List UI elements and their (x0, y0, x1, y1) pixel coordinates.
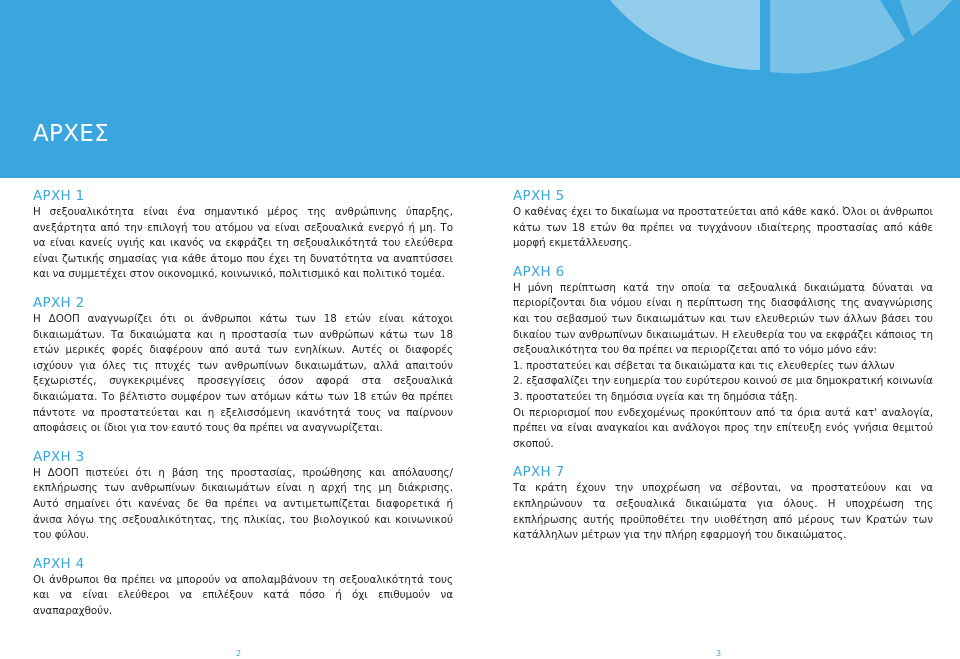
right-column (513, 187, 933, 544)
principle-heading: ΑΡΧΗ 3 (33, 448, 85, 465)
page-title: ΑΡΧΕΣ (33, 121, 109, 147)
page-number-right: 3 (716, 649, 722, 658)
principle-3 (33, 448, 453, 544)
principle-text: Οι περιορισμοί που ενδεχομένως προκύπτουν από τα όρια αυτά κατ' αναλογία, πρέπει να είναι αναγκαίοι και ανάλογοι προς την επίτευξη ενός γνήσια θεμιτού σκοπού. (513, 406, 933, 450)
principle-text: Η μόνη περίπτωση κατά την οποία τα σεξουαλικά δικαιώματα δύναται να περιορίζονται δια νόμου είναι η περίπτωση της διασφάλισης της αναγνώρισης και του σεβασμού των δικαιωμάτων και των ελευθεριών των άλλων βάσει του δικαίου των ανθρωπίνων δικαιωμάτων. Η ελευθερία του να εκφράζει κάποιος τη σεξουαλικότητα του θα πρέπει να περιορίζεται από το νόμο μόνο εάν: (513, 281, 933, 357)
page-number-left: 2 (236, 649, 242, 658)
principle-heading: ΑΡΧΗ 7 (513, 464, 565, 481)
principle-heading: ΑΡΧΗ 6 (513, 263, 565, 280)
principle-text: Η ΔΟΟΠ αναγνωρίζει ότι οι άνθρωποι κάτω των 18 ετών είναι κάτοχοι δικαιωμάτων. Τα δικαιώματα και η προστασία των ανθρώπων κάτω των 18 ετών μερικές φορές διαφέρουν από αυτά των ενηλίκων. Αυτές οι διαφορές ισχύουν για όλες τις πτυχές των ανθρωπίνων δικαιωμάτων, αλλά απαιτούν ξεχωριστές, συγκεκριμένες προσεγγίσεις όσον αφορά στα σεξουαλικά δικαιώματα. Το βέλτιστο συμφέρον των ατόμων κάτω των 18 ετών θα πρέπει πάντοτε να προστατεύεται και η εξελισσόμενη ικανότητά τους να παίρνουν αποφάσεις οι ίδιοι για τον εαυτό τους θα πρέπει να αναγνωρίζεται. (33, 312, 453, 435)
principle-4 (33, 555, 453, 620)
principle-5 (513, 187, 933, 252)
header-banner (0, 0, 960, 178)
principle-text: Ο καθένας έχει το δικαίωμα να προστατεύεται από κάθε κακό. Όλοι οι άνθρωποι κάτω των 18 ετών θα πρέπει να τυγχάνουν ιδιαίτερης προστασίας από κάθε μορφή εκμετάλλευσης. (513, 206, 933, 250)
list-item: 1. προστατεύει και σέβεται τα δικαιώματα και τις ελευθερίες των άλλων (513, 359, 895, 372)
principle-text: Η σεξουαλικότητα είναι ένα σημαντικό μέρος της ανθρώπινης ύπαρξης, ανεξάρτητα από την επιλογή του ατόμου να είναι σεξουαλικά ενεργό ή μη. Το να είναι κανείς υγιής και ικανός να εκφράζει τη σεξουαλικότητά του ελεύθερα είναι ζωτικής σημασίας για κάθε άτομο που έχει τη δυνατότητα να αναπτύσσει και να συμμετέχει στον οικονομικό, κοινωνικό, πολιτισμικό και πολιτικό τομέα. (33, 206, 453, 281)
principle-2 (33, 294, 453, 437)
principle-heading: ΑΡΧΗ 5 (513, 188, 565, 204)
principle-text: Η ΔΟΟΠ πιστεύει ότι η βάση της προστασίας, προώθησης και απόλαυσης/εκπλήρωσης των ανθρωπίνων δικαιωμάτων είναι η αρχή της μη διάκρισης. Αυτό σημαίνει ότι κανένας δε θα πρέπει να αντιμετωπίζεται διαφορετικά ή άνισα λόγω της σεξουαλικότητας, της πλικίας, του βιολογικού και κοινωνικού του φύλου. (33, 466, 453, 542)
principle-text: Οι άνθρωποι θα πρέπει να μπορούν να απολαμβάνουν τη σεξουαλικότητά τους και να είναι ελεύθεροι να επιλέξουν κατά πόσο ή όχι επιθυμούν να αναπαραχθούν. (33, 573, 453, 617)
principle-7 (513, 463, 933, 543)
left-column (33, 187, 453, 619)
list-item: 3. προστατεύει τη δημόσια υγεία και τη δημόσια τάξη. (513, 390, 798, 403)
decorative-circle-graphic (0, 0, 960, 178)
principle-heading: ΑΡΧΗ 1 (33, 188, 85, 204)
principle-6 (513, 263, 933, 453)
principle-1 (33, 187, 453, 283)
principle-text: Τα κράτη έχουν την υποχρέωση να σέβονται, να προστατεύουν και να εκπληρώνουν τα σεξουαλικά δικαιώματα για όλους. Η υποχρέωση της εκπλήρωσης αυτής προϋποθέτει την υιοθέτηση από μέρους των Κρατών των κατάλληλων μέτρων για την πλήρη εφαρμογή του δικαιώματος. (513, 482, 933, 542)
list-item: 2. εξασφαλίζει την ευημερία του ευρύτερου κοινού σε μια δημοκρατική κοινωνία (513, 375, 933, 388)
principle-heading: ΑΡΧΗ 2 (33, 294, 85, 311)
principle-heading: ΑΡΧΗ 4 (33, 555, 85, 572)
